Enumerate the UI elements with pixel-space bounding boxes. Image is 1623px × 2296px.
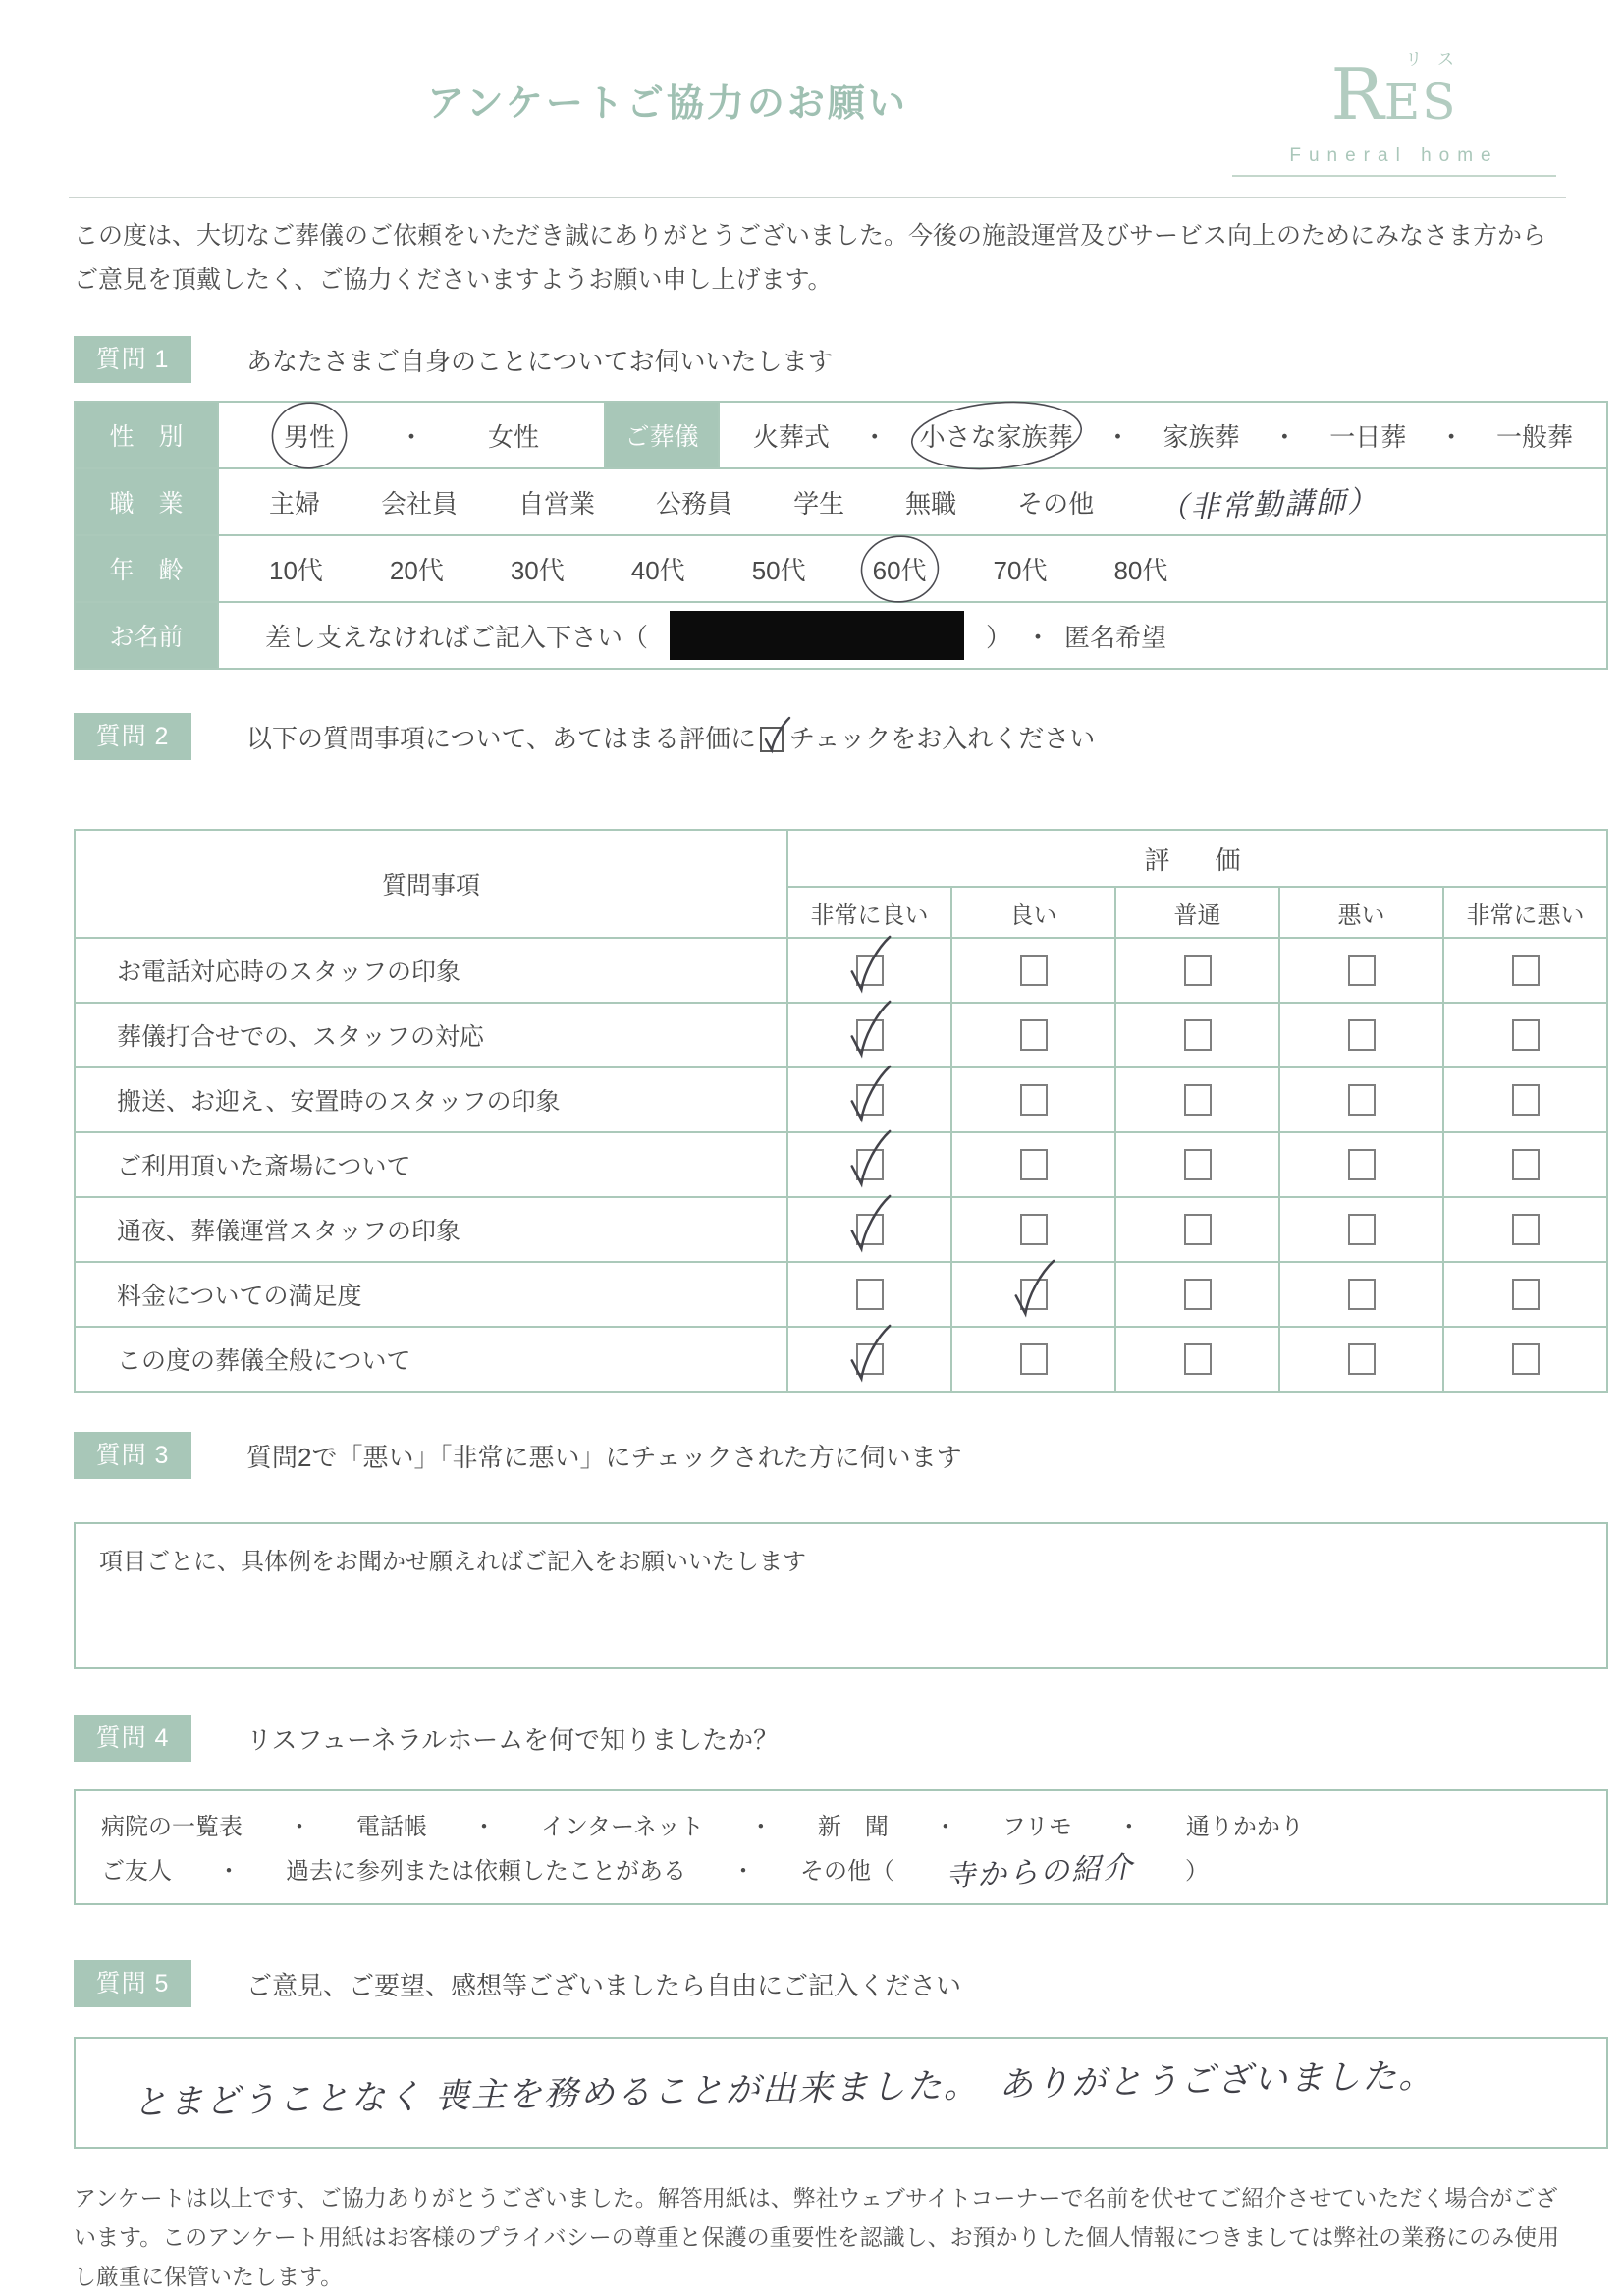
name-label: お名前 xyxy=(75,602,218,669)
page-title: アンケートご協力のお願い xyxy=(427,83,908,125)
checkbox-cell xyxy=(1115,1132,1279,1197)
age-options xyxy=(220,549,1605,589)
checkbox xyxy=(1020,1149,1048,1180)
option-general-funeral xyxy=(1492,415,1577,456)
checkbox-cell xyxy=(951,1132,1115,1197)
funeral-type-label: ご葬儀 xyxy=(605,402,719,468)
option-age-10s xyxy=(265,549,327,589)
question3-title: 質問2で「悪い」「非常に悪い」にチェックされた方に伺います xyxy=(246,1442,962,1472)
checkbox xyxy=(1184,1084,1212,1116)
option-label: 70代 xyxy=(993,555,1048,585)
option-male xyxy=(280,415,339,456)
option-student: 学生 xyxy=(793,488,845,519)
column-bad: 悪い xyxy=(1279,887,1443,938)
checked-box-icon xyxy=(758,722,787,751)
column-very-good: 非常に良い xyxy=(787,887,951,938)
checkbox-cell xyxy=(1279,1132,1443,1197)
profile-table xyxy=(74,401,1608,670)
option-other-label: その他（ xyxy=(800,1858,894,1885)
row-label: 通夜、葬儀運営スタッフの印象 xyxy=(75,1197,787,1262)
form-content xyxy=(0,214,1623,2296)
logo-letters-es: ES xyxy=(1383,74,1458,131)
option-label: 30代 xyxy=(510,555,565,585)
checkbox-cell xyxy=(1443,1067,1607,1132)
question4-options-row2 xyxy=(101,1850,1581,1893)
checkbox xyxy=(856,1343,884,1375)
checkbox xyxy=(1020,1343,1048,1375)
option-age-40s xyxy=(627,549,689,589)
option-label: 10代 xyxy=(269,555,323,585)
occupation-label: 職 業 xyxy=(75,468,218,535)
checkbox xyxy=(1020,1084,1048,1116)
option-friend: ご友人 xyxy=(101,1858,172,1885)
option-newspaper: 新 聞 xyxy=(817,1814,889,1840)
question1-title: あなたさまご自身のことについてお伺いいたします xyxy=(246,346,834,376)
option-label: 一日葬 xyxy=(1329,421,1407,452)
option-one-day-funeral xyxy=(1325,415,1410,456)
checkbox-cell xyxy=(787,938,951,1003)
funeral-options xyxy=(721,415,1605,456)
table-row xyxy=(75,1132,1607,1197)
checkbox xyxy=(1184,1214,1212,1245)
option-internet: インターネット xyxy=(541,1814,704,1840)
gender-label: 性 別 xyxy=(75,402,218,468)
instruction-post: チェックをお入れください xyxy=(788,723,1096,753)
option-cremation xyxy=(749,415,834,456)
table-row xyxy=(75,1197,1607,1262)
checkbox xyxy=(1512,1214,1540,1245)
table-row xyxy=(75,468,1607,535)
row-label: 搬送、お迎え、安置時のスタッフの印象 xyxy=(75,1067,787,1132)
checkbox xyxy=(1184,1019,1212,1051)
checkbox xyxy=(1348,955,1376,986)
option-label: 40代 xyxy=(630,555,685,585)
checkbox-cell xyxy=(951,1197,1115,1262)
table-row xyxy=(75,535,1607,602)
gender-options-cell xyxy=(218,402,605,468)
column-average: 普通 xyxy=(1115,887,1279,938)
logo-letter-r: R xyxy=(1330,53,1384,136)
checkbox xyxy=(1348,1279,1376,1310)
option-unemployed: 無職 xyxy=(905,488,957,519)
row-label: 葬儀打合せでの、スタッフの対応 xyxy=(75,1003,787,1067)
option-age-80s xyxy=(1109,549,1171,589)
option-phonebook: 電話帳 xyxy=(356,1814,427,1840)
checkbox-cell xyxy=(951,1327,1115,1392)
checkbox xyxy=(1020,1019,1048,1051)
rating-column-header: 評 価 xyxy=(787,830,1607,887)
checkbox-cell xyxy=(1279,1197,1443,1262)
option-label: 80代 xyxy=(1113,555,1168,585)
page-header xyxy=(0,0,1623,198)
checkbox-cell xyxy=(1115,1067,1279,1132)
checkbox-cell xyxy=(1279,1067,1443,1132)
footer-note: アンケートは以上です、ご協力ありがとうございました。解答用紙は、弊社ウェブサイトコーナーで名前を伏せてご紹介させていただく場合がございます。このアンケート用紙はお客様のプライバシーの尊重と保護の重要性を認識し、お預かりした個人情報につきましては弊社の業務にのみ使用し厳重に保管いたします。 xyxy=(74,2185,1560,2290)
checkbox-cell xyxy=(787,1262,951,1327)
checkbox-cell xyxy=(787,1197,951,1262)
name-cell xyxy=(218,602,1607,669)
separator-dot: ・ xyxy=(217,1858,241,1885)
checkbox xyxy=(1184,1149,1212,1180)
rating-table xyxy=(74,829,1608,1393)
occupation-options-cell xyxy=(218,468,1607,535)
option-label: 火葬式 xyxy=(752,421,830,452)
checkbox-cell xyxy=(1443,1262,1607,1327)
instruction-pre: 以下の質問事項について、あてはまる評価に xyxy=(246,723,756,753)
option-housewife: 主婦 xyxy=(269,488,321,519)
option-label: 20代 xyxy=(389,555,444,585)
question2-badge: 質問 2 xyxy=(74,713,191,760)
handwritten-referral-source: 寺からの紹介 xyxy=(945,1850,1135,1893)
option-female xyxy=(484,415,543,456)
checkbox-cell xyxy=(1115,1197,1279,1262)
separator-dot: ・ xyxy=(1116,1814,1141,1840)
question2-header xyxy=(74,713,1608,760)
checkbox xyxy=(1512,1084,1540,1116)
checkbox xyxy=(1184,1343,1212,1375)
option-other: その他 xyxy=(1017,488,1095,519)
checkbox-cell xyxy=(1443,1003,1607,1067)
checkbox-cell xyxy=(1279,938,1443,1003)
checkbox-cell xyxy=(1443,1132,1607,1197)
checkbox-cell xyxy=(787,1327,951,1392)
checkbox xyxy=(1020,1279,1048,1310)
separator-dot: ・ xyxy=(288,1814,311,1840)
question3-hint: 項目ごとに、具体例をお聞かせ願えればご記入をお願いいたします xyxy=(99,1549,806,1575)
option-age-60s xyxy=(869,549,931,589)
table-row xyxy=(75,602,1607,669)
question5-title: ご意見、ご要望、感想等ございましたら自由にご記入ください xyxy=(246,1970,962,2000)
row-label: ご利用頂いた斎場について xyxy=(75,1132,787,1197)
option-label: 小さな家族葬 xyxy=(919,421,1073,452)
checkbox-cell xyxy=(951,1003,1115,1067)
option-label: 60代 xyxy=(872,555,927,585)
separator-dot: ・ xyxy=(748,1814,773,1840)
option-company-employee: 会社員 xyxy=(381,488,459,519)
checkbox-cell xyxy=(1115,1327,1279,1392)
question4-options-row1 xyxy=(101,1807,1581,1841)
checkbox xyxy=(1348,1214,1376,1245)
question1-header xyxy=(74,336,1608,383)
close-paren: ） xyxy=(986,622,1012,652)
separator-dot: ・ xyxy=(472,1814,496,1840)
logo-furigana: リス xyxy=(1405,50,1470,69)
column-good: 良い xyxy=(951,887,1115,938)
table-row xyxy=(75,938,1607,1003)
intro-paragraph: この度は、大切なご葬儀のご依頼をいただき誠にありがとうございました。今後の施設運営及びサービス向上のためにみなさま方からご意見を頂戴したく、ご協力くださいますようお願い申し上げます。 xyxy=(74,222,1547,294)
checkbox xyxy=(1348,1084,1376,1116)
question1-badge: 質問 1 xyxy=(74,336,191,383)
question3-badge: 質問 3 xyxy=(74,1432,191,1479)
question4-header xyxy=(74,1715,1608,1762)
option-small-family-funeral xyxy=(916,415,1077,456)
age-label: 年 齢 xyxy=(75,535,218,602)
separator-dot: ・ xyxy=(1105,421,1131,452)
question2-instruction xyxy=(246,719,1095,755)
funeral-options-cell xyxy=(719,402,1607,468)
question5-badge: 質問 5 xyxy=(74,1960,191,2007)
checkbox xyxy=(1512,1019,1540,1051)
option-label: 女性 xyxy=(487,421,539,452)
handwritten-comment: とまどうことなく 喪主を務めることが出来ました。 ありがとうございました。 xyxy=(132,2056,1435,2122)
separator-dot: ・ xyxy=(1438,421,1465,452)
header-divider xyxy=(69,197,1566,198)
question4-title: リスフューネラルホームを何で知りましたか？ xyxy=(246,1724,780,1755)
checkbox-cell xyxy=(1443,1197,1607,1262)
question3-answer-box xyxy=(74,1522,1608,1669)
gender-options xyxy=(220,415,603,456)
company-logo xyxy=(1232,45,1556,177)
checkbox-cell xyxy=(1279,1003,1443,1067)
checkbox-cell xyxy=(1443,938,1607,1003)
option-label: 男性 xyxy=(283,421,335,452)
option-age-20s xyxy=(386,549,448,589)
checkbox xyxy=(856,1279,884,1310)
row-label: この度の葬儀全般について xyxy=(75,1327,787,1392)
option-self-employed: 自営業 xyxy=(518,488,596,519)
checkbox xyxy=(1512,955,1540,986)
row-label: 料金についての満足度 xyxy=(75,1262,787,1327)
checkbox xyxy=(1184,1279,1212,1310)
checkbox-cell xyxy=(951,1067,1115,1132)
item-column-header: 質問事項 xyxy=(75,830,787,938)
logo-subtitle: Funeral home xyxy=(1289,145,1499,166)
checkbox-cell xyxy=(787,1132,951,1197)
separator-dot: ・ xyxy=(861,421,888,452)
checkbox-cell xyxy=(951,1262,1115,1327)
checkbox xyxy=(1512,1343,1540,1375)
table-row xyxy=(75,1262,1607,1327)
option-passing-by: 通りかかり xyxy=(1185,1814,1304,1840)
question3-header xyxy=(74,1432,1608,1479)
checkbox xyxy=(856,1019,884,1051)
checkbox xyxy=(1020,955,1048,986)
logo-underline xyxy=(1232,175,1556,177)
checkbox xyxy=(1512,1149,1540,1180)
checkbox xyxy=(1348,1019,1376,1051)
option-label: 家族葬 xyxy=(1163,421,1240,452)
separator-dot: ・ xyxy=(731,1858,755,1885)
column-very-bad: 非常に悪い xyxy=(1443,887,1607,938)
option-family-funeral xyxy=(1159,415,1243,456)
option-past-attendance: 過去に参列または依頼したことがある xyxy=(286,1858,686,1885)
age-options-cell xyxy=(218,535,1607,602)
occupation-options xyxy=(220,480,1605,523)
redaction-box xyxy=(670,611,964,660)
close-paren: ） xyxy=(1185,1858,1209,1885)
separator-dot: ・ xyxy=(1025,622,1052,652)
checkbox-cell xyxy=(787,1067,951,1132)
question5-answer-box xyxy=(74,2037,1608,2149)
row-label: お電話対応時のスタッフの印象 xyxy=(75,938,787,1003)
table-row xyxy=(75,1067,1607,1132)
separator-dot: ・ xyxy=(933,1814,957,1840)
checkbox xyxy=(1512,1279,1540,1310)
checkbox xyxy=(856,1084,884,1116)
option-age-30s xyxy=(507,549,568,589)
question4-badge: 質問 4 xyxy=(74,1715,191,1762)
checkbox-cell xyxy=(1115,938,1279,1003)
table-row xyxy=(75,1327,1607,1392)
table-header-row xyxy=(75,830,1607,887)
checkbox-cell xyxy=(1115,1003,1279,1067)
checkbox-cell xyxy=(1115,1262,1279,1327)
checkbox xyxy=(856,1214,884,1245)
option-public-servant: 公務員 xyxy=(656,488,733,519)
anonymous-option: 匿名希望 xyxy=(1064,622,1167,652)
checkbox xyxy=(856,955,884,986)
name-row xyxy=(220,611,1605,660)
separator-dot: ・ xyxy=(1271,421,1298,452)
checkbox xyxy=(1184,955,1212,986)
checkbox-cell xyxy=(1443,1327,1607,1392)
checkbox-cell xyxy=(1279,1262,1443,1327)
question4-answer-box xyxy=(74,1789,1608,1905)
question5-header xyxy=(74,1960,1608,2007)
checkbox xyxy=(1348,1149,1376,1180)
table-row xyxy=(75,402,1607,468)
option-age-50s xyxy=(748,549,810,589)
checkbox-cell xyxy=(787,1003,951,1067)
checkbox-cell xyxy=(1279,1327,1443,1392)
checkbox xyxy=(1348,1343,1376,1375)
checkbox xyxy=(1020,1214,1048,1245)
option-label: 一般葬 xyxy=(1496,421,1574,452)
option-age-70s xyxy=(990,549,1052,589)
option-hospital-list: 病院の一覧表 xyxy=(101,1814,243,1840)
option-label: 50代 xyxy=(751,555,806,585)
handwritten-occupation: （非常勤講師） xyxy=(1158,485,1380,525)
checkbox-cell xyxy=(951,938,1115,1003)
option-furimo: フリモ xyxy=(1001,1814,1072,1840)
name-prompt: 差し支えなければご記入下さい（ xyxy=(265,622,649,652)
checkbox xyxy=(856,1149,884,1180)
table-row xyxy=(75,1003,1607,1067)
separator-dot: ・ xyxy=(398,421,424,452)
